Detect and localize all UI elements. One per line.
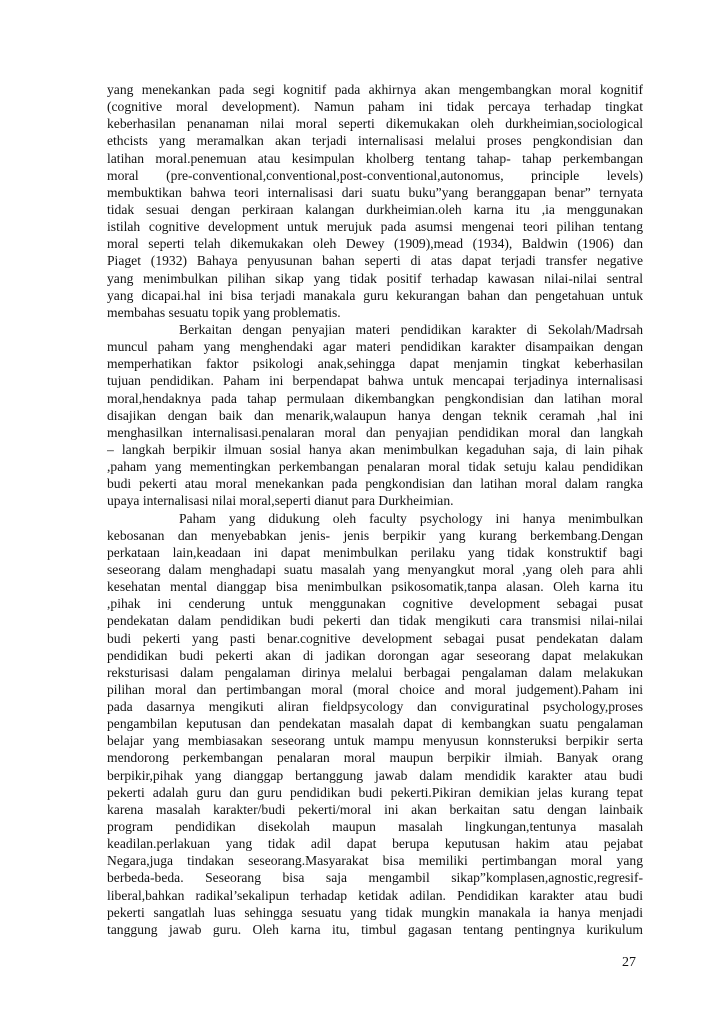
text-line: pengambilan keputusan dan pendekatan masalah dapat di kembangkan suatu pengalaman: [107, 716, 643, 732]
text-line: program pendidikan disekolah maupun masalah lingkungan,tentunya masalah: [107, 819, 643, 835]
text-line: kesehatan mental dianggap bisa menimbulkan psikosomatik,tanpa alasan. Oleh karna itu: [107, 579, 643, 595]
text-line: budi pekerti atau moral menekankan pada pengkondisian dan latihan moral dalam rangka: [107, 476, 643, 492]
text-line: upaya internalisasi nilai moral,seperti dianut para Durkheimian.: [107, 493, 454, 509]
text-line: moral,hendaknya pada tahap permulaan dikembangkan pengkondisian dan latihan moral: [107, 390, 643, 406]
text-line: – langkah berpikir ilmuan sosial hanya akan menimbulkan kegaduhan saja, di lain pihak: [107, 441, 643, 457]
text-line: pendidikan budi pekerti akan di jadikan dorongan agar seseorang dapat melakukan: [107, 647, 643, 663]
text-line: kebosanan dan menyebabkan jenis- jenis berpikir yang kurang berkembang.Dengan: [107, 527, 643, 543]
text-line: ethcists yang meramalkan akan terjadi internalisasi melalui proses pengkondisian dan: [107, 133, 643, 149]
text-line: keadilan.perlakuan yang tidak adil dapat berupa keputusan hakim atau pejabat: [107, 836, 643, 852]
text-line: tidak sesuai dengan perkiraan kalangan durkheimian.oleh karna itu ,ia menggunakan: [107, 201, 643, 217]
text-line: belajar yang membiasakan seseorang untuk mampu menyusun konnsteruksi berpikir serta: [107, 733, 643, 749]
text-line: (cognitive moral development). Namun paham ini tidak percaya terhadap tingkat: [107, 99, 643, 115]
text-line: liberal,bahkan radikal’sekalipun terhadap ketidak adilan. Pendidikan karakter atau budi: [107, 887, 643, 903]
text-line: yang menimbulkan pilihan sikap yang tidak positif terhadap kawasan nilai-nilai sentral: [107, 270, 643, 286]
text-line: membuktikan bahwa teori internalisasi dari suatu buku”yang beranggapan benar” ternyata: [107, 184, 643, 200]
text-line: perkataan lain,keadaan ini dapat menimbulkan perilaku yang tidak konstruktif bagi: [107, 544, 643, 560]
text-line: memperhatikan faktor psikologi anak,sehingga dapat menjamin tingkat keberhasilan: [107, 356, 643, 372]
text-line: pada dasarnya mengikuti aliran fieldpsycology dan conviguratinal psychology,proses: [107, 699, 643, 715]
document-body: [107, 81, 643, 938]
text-line: Piaget (1932) Bahaya penyusunan bahan seperti di atas dapat terjadi transfer negative: [107, 253, 643, 269]
page-number: 27: [622, 955, 636, 970]
text-line: tanggung jawab guru. Oleh karna itu, timbul gagasan tentang pentingnya kurikulum: [107, 921, 643, 937]
text-line: tujuan pendidikan. Paham ini berpendapat bahwa untuk mencapai terjadinya internalisasi: [107, 373, 643, 389]
text-line: latihan moral.penemuan atau kesimpulan kholberg tentang tahap- tahap perkembangan: [107, 150, 643, 166]
text-line: reksturisasi dalam pengalaman dirinya melalui berbagai pengalaman dalam melakukan: [107, 664, 643, 680]
text-line: membahas sesuatu topik yang problematis.: [107, 304, 341, 320]
paragraph: [107, 321, 643, 510]
text-line: Berkaitan dengan penyajian materi pendidikan karakter di Sekolah/Madrsah: [179, 321, 643, 337]
text-line: Paham yang didukung oleh faculty psychology ini hanya menimbulkan: [179, 510, 643, 526]
text-line: moral (pre-conventional,conventional,post-conventional,autonomus, principle levels): [107, 167, 643, 183]
paragraph: [107, 510, 643, 939]
text-line: yang menekankan pada segi kognitif pada akhirnya akan mengembangkan moral kognitif: [107, 82, 643, 97]
text-line: Negara,juga tindakan seseorang.Masyarakat bisa memiliki pertimbangan moral yang: [107, 853, 643, 869]
text-line: berpikir,pihak yang dianggap bertanggung jawab dalam mendidik karakter atau budi: [107, 767, 643, 783]
text-line: pendekatan dalam pendidikan budi pekerti dan tidak mengikuti cara transmisi nilai-nilai: [107, 613, 643, 629]
text-line: disajikan dengan baik dan menarik,walaupun hanya dengan teknik ceramah ,hal ini: [107, 407, 643, 423]
text-line: menghasilkan internalisasi.penalaran moral dan penyajian pendidikan moral dan langkah: [107, 424, 643, 440]
paragraph: [107, 81, 643, 321]
text-line: istilah cognitive development untuk merujuk pada asumsi mengenai teori pilihan tentang: [107, 219, 643, 235]
text-line: karena masalah karakter/budi pekerti/moral ini akan berkaitan satu dengan lainbaik: [107, 801, 643, 817]
text-line: moral seperti telah dikemukakan oleh Dewey (1909),mead (1934), Baldwin (1906) dan: [107, 236, 643, 252]
text-line: pekerti sangatlah luas sehingga sesuatu yang tidak mungkin manakala ia hanya menjadi: [107, 904, 643, 920]
text-line: keberhasilan penanaman nilai moral seperti dikemukakan oleh durkheimian,sociological: [107, 116, 643, 132]
text-line: pilihan moral dan pertimbangan moral (moral choice and moral judgement).Paham ini: [107, 681, 643, 697]
text-line: muncul paham yang menghendaki agar materi pendidikan karakter disampaikan dengan: [107, 339, 643, 355]
text-line: budi pekerti yang pasti benar.cognitive development sebagai pusat pendekatan dalam: [107, 630, 643, 646]
text-line: seseorang dalam menghadapi suatu masalah yang menyangkut moral ,yang oleh para ahli: [107, 561, 643, 577]
text-line: pekerti adalah guru dan guru pendidikan budi pekerti.Pikiran demikian jelas kurang tepat: [107, 784, 643, 800]
text-line: mendorong perkembangan penalaran moral maupun berpikir ilmiah. Banyak orang: [107, 750, 643, 766]
text-line: ,paham yang mementingkan perkembangan penalaran moral tidak setuju kalau pendidikan: [107, 459, 643, 475]
text-line: ,pihak ini cenderung untuk menggunakan cognitive development sebagai pusat: [107, 596, 643, 612]
text-line: yang dicapai.hal ini bisa terjadi manakala guru kekurangan bahan dan pengetahuan untuk: [107, 287, 643, 303]
text-line: berbeda-beda. Seseorang bisa saja mengambil sikap”komplasen,agnostic,regresif-: [107, 870, 643, 886]
